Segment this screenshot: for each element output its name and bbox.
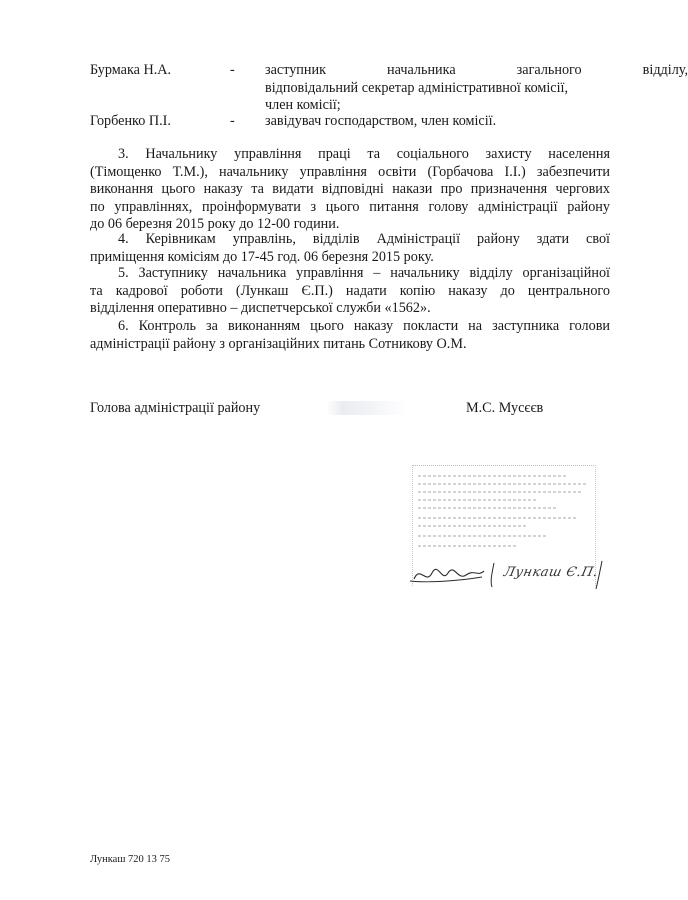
paragraph-line: 4. Керівникам управлінь, відділів Адміністрації району здати свої <box>118 231 610 247</box>
handwritten-name: Лункаш Є.П. <box>502 565 600 580</box>
stamp-faint-line <box>418 545 518 547</box>
paragraph-line: по управліннях, проінформувати з цього питання голову адміністрації району <box>90 198 610 215</box>
member-dash: - <box>230 113 235 129</box>
signatory-position: Голова адміністрації району <box>90 400 261 416</box>
member-name: Горбенко П.І. <box>90 113 171 129</box>
stamp-faint-line <box>418 491 583 493</box>
stamp-faint-line <box>418 499 538 501</box>
member-role <box>265 62 688 115</box>
order-paragraph <box>90 318 610 353</box>
commission-member <box>90 113 610 133</box>
paragraph-line: адміністрації району з організаційних питань Сотникову О.М. <box>90 335 467 352</box>
approval-stamp <box>412 465 598 590</box>
member-role <box>265 113 688 131</box>
paragraph-line: та кадрової роботи (Лункаш Є.П.) надати копію наказу до центрального <box>90 282 610 299</box>
paragraph-line: приміщення комісіям до 17-45 год. 06 березня 2015 року. <box>90 248 434 265</box>
stamp-faint-line <box>418 525 528 527</box>
paragraph-line: 3. Начальнику управління праці та соціального захисту населення <box>118 146 610 162</box>
stamp-faint-line <box>418 483 588 485</box>
stamp-faint-line <box>418 475 568 477</box>
order-paragraph <box>90 265 610 318</box>
member-name: Бурмака Н.А. <box>90 62 172 78</box>
paragraph-line: відділення оперативно – диспетчерської служби «1562». <box>90 300 431 316</box>
member-role-line: член комісії; <box>265 97 341 113</box>
paragraph-line: (Тімощенко Т.М.), начальнику управління освіти (Горбачова І.І.) забезпечити <box>90 163 610 180</box>
stamp-faint-line <box>418 507 558 509</box>
member-role-line: відповідальний секретар адміністративної комісії, <box>265 79 569 96</box>
order-paragraph <box>90 231 610 266</box>
member-role-line: заступник начальника загального відділу, <box>265 62 688 78</box>
signatory-name: М.С. Мусєєв <box>466 400 544 416</box>
paragraph-line: 5. Заступнику начальника управління – начальнику відділу організаційної <box>118 265 610 281</box>
stamp-faint-line <box>418 517 578 519</box>
paragraph-line: виконання цього наказу та видати відповідні накази про призначення чергових <box>90 181 610 197</box>
paragraph-line: до 06 березня 2015 року до 12-00 години. <box>90 216 340 232</box>
executor-footer: Лункаш 720 13 75 <box>90 854 171 865</box>
paragraph-line: 6. Контроль за виконанням цього наказу покласти на заступника голови <box>118 318 610 334</box>
order-paragraph <box>90 146 610 234</box>
member-dash: - <box>230 62 235 78</box>
stamp-faint-line <box>418 535 548 537</box>
redacted-signature <box>326 401 406 415</box>
member-role-line: завідувач господарством, член комісії. <box>265 113 497 129</box>
